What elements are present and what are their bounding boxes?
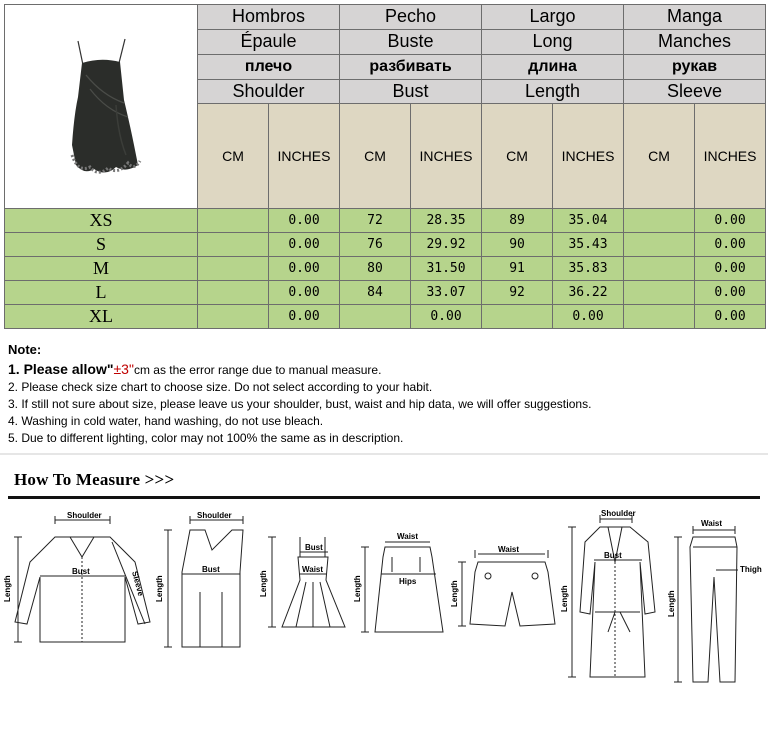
table-cell <box>624 209 695 233</box>
notes-section <box>8 341 758 447</box>
table-cell: 35.04 <box>553 209 624 233</box>
table-row <box>5 305 766 329</box>
unit-cm: CM <box>198 104 269 209</box>
product-image-dress <box>6 5 196 203</box>
table-cell: 0.00 <box>269 209 340 233</box>
note-1-lead: 1. Please allow" <box>8 361 114 377</box>
unit-cm: CM <box>624 104 695 209</box>
table-cell <box>340 305 411 329</box>
header-ru-sleeve: рукав <box>624 54 766 79</box>
table-cell: 33.07 <box>411 281 482 305</box>
header-es-shoulder: Hombros <box>198 5 340 30</box>
label-waist: Waist <box>397 532 419 541</box>
table-cell: 80 <box>340 257 411 281</box>
label-length: Length <box>667 590 676 617</box>
table-cell: 89 <box>482 209 553 233</box>
notes-title: Note: <box>8 342 42 357</box>
table-cell: 0.00 <box>695 281 766 305</box>
table-cell <box>198 305 269 329</box>
unit-inches: INCHES <box>411 104 482 209</box>
table-cell: 0.00 <box>695 305 766 329</box>
figure-tank <box>164 516 243 647</box>
table-cell: 36.22 <box>553 281 624 305</box>
label-shoulder: Shoulder <box>601 509 636 518</box>
table-cell: 90 <box>482 233 553 257</box>
header-en-bust: Bust <box>340 79 482 104</box>
label-length: Length <box>3 575 12 602</box>
label-length: Length <box>353 575 362 602</box>
header-fr-sleeve: Manches <box>624 29 766 54</box>
header-en-shoulder: Shoulder <box>198 79 340 104</box>
table-cell: 0.00 <box>695 209 766 233</box>
table-cell: 0.00 <box>269 305 340 329</box>
table-row <box>5 233 766 257</box>
label-hips: Hips <box>399 577 417 586</box>
note-2: 2. Please check size chart to choose size. Do not select according to your habit. <box>8 380 433 394</box>
table-cell: 28.35 <box>411 209 482 233</box>
product-image-cell <box>5 5 198 209</box>
header-ru-bust: разбивать <box>340 54 482 79</box>
table-row <box>5 209 766 233</box>
table-cell: 72 <box>340 209 411 233</box>
table-cell: 92 <box>482 281 553 305</box>
figure-blouse <box>14 516 150 642</box>
header-es-bust: Pecho <box>340 5 482 30</box>
table-cell: 0.00 <box>269 281 340 305</box>
measurement-diagrams <box>0 502 768 732</box>
table-cell <box>624 257 695 281</box>
note-3: 3. If still not sure about size, please leave us your shoulder, bust, waist and hip data, we will offer suggestions. <box>8 397 592 411</box>
table-row <box>5 281 766 305</box>
header-en-length: Length <box>482 79 624 104</box>
label-bust: Bust <box>604 551 622 560</box>
how-to-measure-rule <box>8 496 760 499</box>
unit-inches: INCHES <box>695 104 766 209</box>
figure-trousers <box>674 526 738 682</box>
header-fr-shoulder: Épaule <box>198 29 340 54</box>
header-ru-length: длина <box>482 54 624 79</box>
table-cell: 0.00 <box>269 233 340 257</box>
table-cell <box>198 233 269 257</box>
figure-coat <box>568 515 655 677</box>
table-cell <box>624 281 695 305</box>
unit-cm: CM <box>340 104 411 209</box>
header-fr-bust: Buste <box>340 29 482 54</box>
label-waist: Waist <box>498 545 520 554</box>
figure-shorts <box>458 550 555 626</box>
table-cell <box>198 257 269 281</box>
table-cell <box>198 281 269 305</box>
label-waist: Waist <box>302 565 324 574</box>
label-thigh: Thigh <box>740 565 762 574</box>
table-cell: 35.43 <box>553 233 624 257</box>
label-length: Length <box>450 580 459 607</box>
table-cell: 76 <box>340 233 411 257</box>
table-cell: 31.50 <box>411 257 482 281</box>
label-length: Length <box>259 570 268 597</box>
header-es-sleeve: Manga <box>624 5 766 30</box>
table-cell <box>624 233 695 257</box>
label-bust: Bust <box>72 567 90 576</box>
note-4: 4. Washing in cold water, hand washing, do not use bleach. <box>8 414 324 428</box>
table-cell: 35.83 <box>553 257 624 281</box>
header-en-sleeve: Sleeve <box>624 79 766 104</box>
size-label: M <box>5 257 198 281</box>
note-1 <box>8 361 758 379</box>
table-row <box>5 257 766 281</box>
figure-skirt <box>361 542 443 632</box>
header-ru-shoulder: плечо <box>198 54 340 79</box>
size-label: L <box>5 281 198 305</box>
table-cell: 0.00 <box>411 305 482 329</box>
size-label: XS <box>5 209 198 233</box>
header-fr-length: Long <box>482 29 624 54</box>
note-1-tolerance: ±3" <box>113 361 134 377</box>
size-label: XL <box>5 305 198 329</box>
label-length: Length <box>560 585 569 612</box>
size-chart-table <box>4 4 766 329</box>
table-cell <box>198 209 269 233</box>
table-cell: 84 <box>340 281 411 305</box>
how-to-measure-title: How To Measure >>> <box>14 470 175 489</box>
table-cell: 91 <box>482 257 553 281</box>
table-cell: 0.00 <box>695 233 766 257</box>
unit-cm: CM <box>482 104 553 209</box>
section-divider <box>0 453 768 455</box>
note-1-rest: cm as the error range due to manual measure. <box>133 363 382 377</box>
unit-inches: INCHES <box>553 104 624 209</box>
label-bust: Bust <box>305 543 323 552</box>
table-cell <box>482 305 553 329</box>
note-5: 5. Due to different lighting, color may not 100% the same as in description. <box>8 431 404 445</box>
table-cell <box>624 305 695 329</box>
label-shoulder: Shoulder <box>197 511 232 520</box>
header-es-length: Largo <box>482 5 624 30</box>
unit-inches: INCHES <box>269 104 340 209</box>
label-shoulder: Shoulder <box>67 511 102 520</box>
label-bust: Bust <box>202 565 220 574</box>
label-sleeve: Sleeve <box>130 570 146 598</box>
label-length: Length <box>155 575 164 602</box>
table-cell: 0.00 <box>695 257 766 281</box>
table-cell: 29.92 <box>411 233 482 257</box>
label-waist: Waist <box>701 519 723 528</box>
size-label: S <box>5 233 198 257</box>
table-cell: 0.00 <box>269 257 340 281</box>
table-cell: 0.00 <box>553 305 624 329</box>
